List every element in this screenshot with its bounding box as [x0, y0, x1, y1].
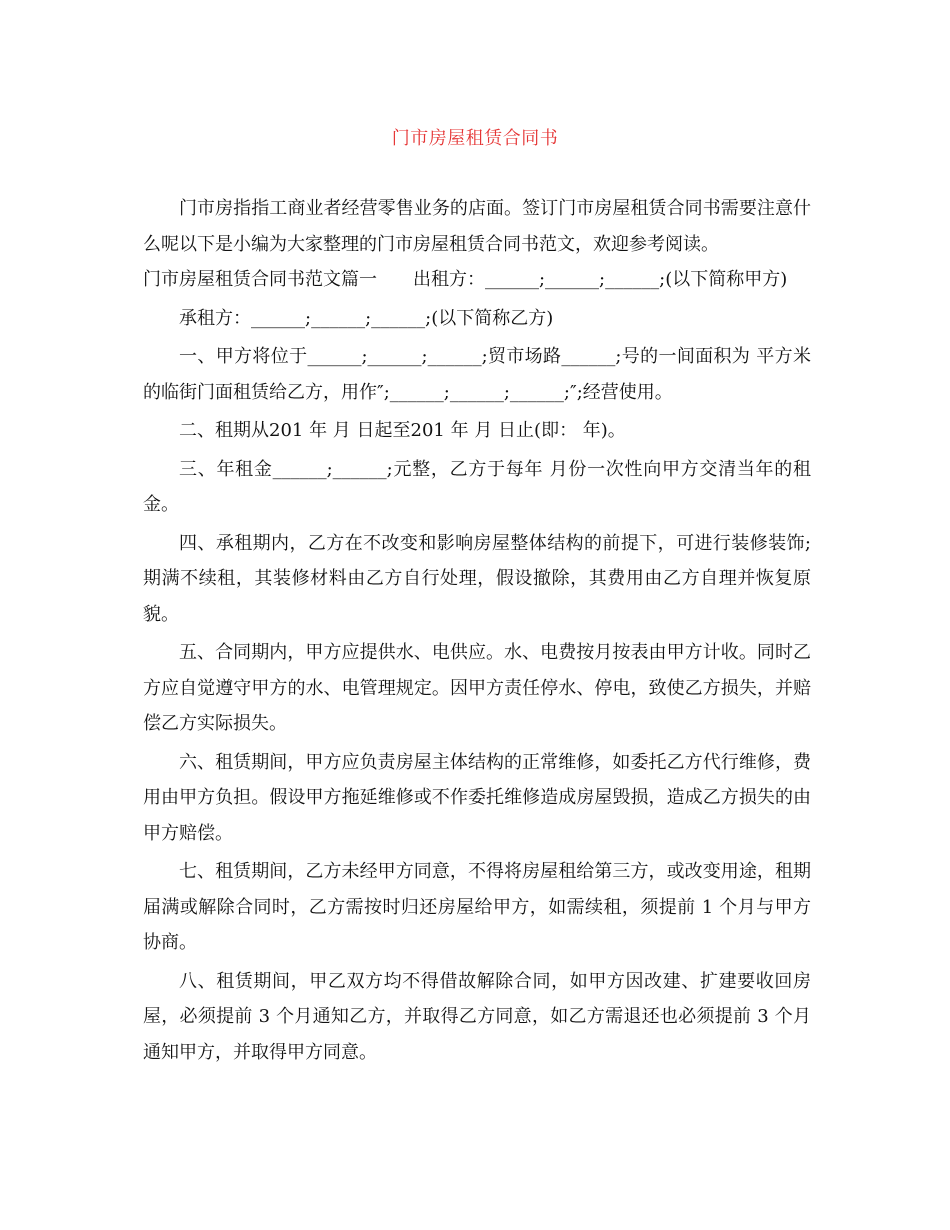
paragraph-clause-5: 五、合同期内，甲方应提供水、电供应。水、电费按月按表由甲方计收。同时乙方应自觉遵守甲方的水、电管理规定。因甲方责任停水、停电，致使乙方损失，并赔偿乙方实际损失。 — [143, 642, 811, 734]
paragraph-clause-3: 三、年租金______;______;元整，乙方于每年 月份一次性向甲方交清当年的租金。 — [143, 458, 811, 515]
paragraph-lessee: 承租方：______;______;______;(以下简称乙方) — [179, 307, 554, 329]
document-title: 门市房屋租赁合同书 — [391, 128, 559, 149]
paragraph-clause-2: 二、租期从201 年 月 日起至201 年 月 日止(即： 年)。 — [179, 420, 626, 441]
paragraph-sample-heading: 门市房屋租赁合同书范文篇一 出租方：______;______;______;(以下简称甲方) — [143, 269, 788, 290]
paragraph-clause-4: 四、承租期内，乙方在不改变和影响房屋整体结构的前提下，可进行装修装饰;期满不续租，其装修材料由乙方自行处理，假设撤除，其费用由乙方自理并恢复原貌。 — [143, 532, 811, 625]
paragraph-clause-7: 七、租赁期间，乙方未经甲方同意，不得将房屋租给第三方，或改变用途，租期届满或解除合同时，乙方需按时归还房屋给甲方，如需续租，须提前 1 个月与甲方协商。 — [143, 861, 811, 953]
paragraph-intro: 门市房指指工商业者经营零售业务的店面。签订门市房屋租赁合同书需要注意什么呢以下是小编为大家整理的门市房屋租赁合同书范文，欢迎参考阅读。 — [143, 198, 811, 255]
paragraph-clause-6: 六、租赁期间，甲方应负责房屋主体结构的正常维修，如委托乙方代行维修，费用由甲方负担。假设甲方拖延维修或不作委托维修造成房屋毁损，造成乙方损失的由甲方赔偿。 — [143, 751, 811, 844]
document-body — [143, 191, 811, 1070]
paragraph-clause-8: 八、租赁期间，甲乙双方均不得借故解除合同，如甲方因改建、扩建要收回房屋，必须提前 3 个月通知乙方，并取得乙方同意，如乙方需退还也必须提前 3 个月通知甲方，并取得甲方同意。 — [143, 970, 811, 1063]
paragraph-clause-1: 一、甲方将位于______;______;______;贸市场路______;号的一间面积为 平方米的临街门面租赁给乙方，用作″;______;______;______;″;经营使用。 — [143, 346, 811, 403]
